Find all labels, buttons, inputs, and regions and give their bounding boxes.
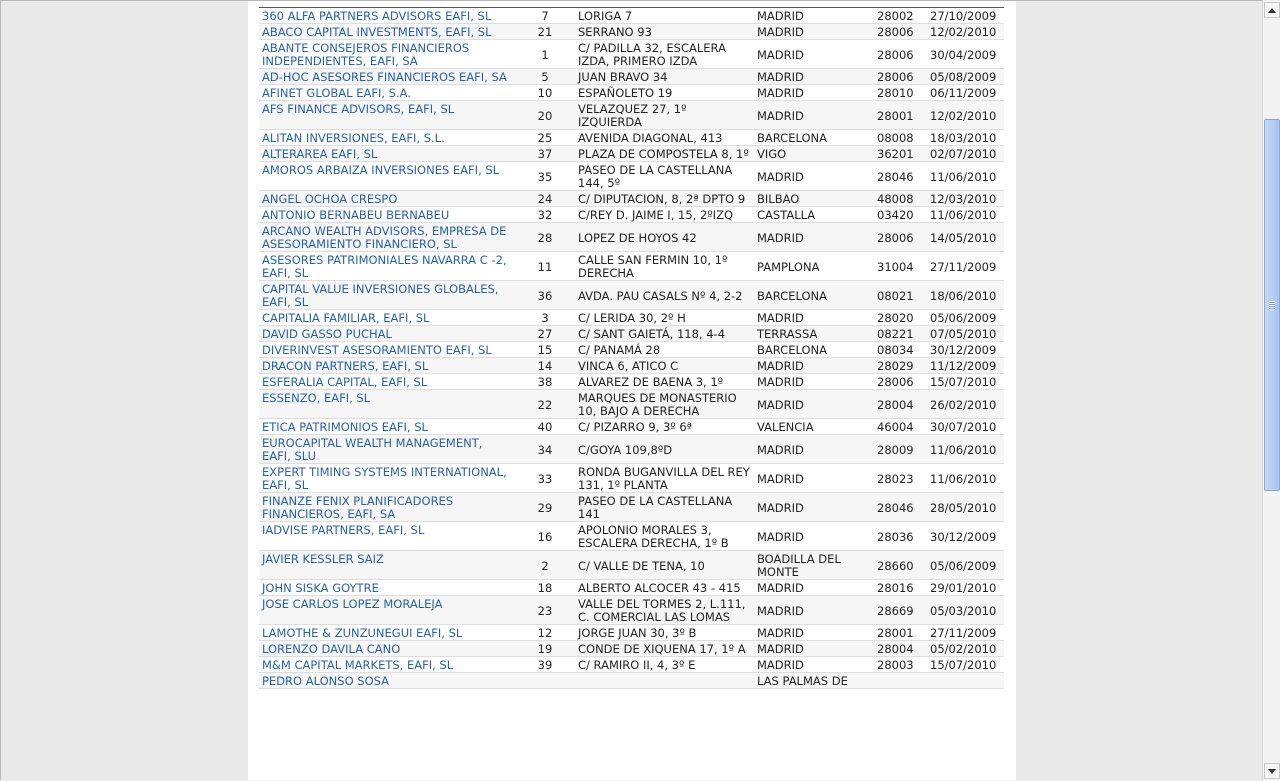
registration-date-cell: 02/07/2010 <box>927 146 1004 162</box>
table-row <box>259 358 1004 374</box>
registry-number: 32 <box>515 207 575 223</box>
address-cell: C/ LERIDA 30, 2º H <box>575 310 754 326</box>
table-row <box>259 464 1004 493</box>
registry-number: 36 <box>515 281 575 310</box>
postal-code-cell: 28009 <box>859 435 927 464</box>
postal-code-cell: 28003 <box>859 657 927 673</box>
registry-number: 24 <box>515 191 575 207</box>
city-cell: LAS PALMAS DE <box>754 673 859 689</box>
table-row <box>259 310 1004 326</box>
city-cell: MADRID <box>754 580 859 596</box>
registration-date-cell: 18/06/2010 <box>927 281 1004 310</box>
postal-code-cell: 08221 <box>859 326 927 342</box>
postal-code-cell: 28001 <box>859 101 927 130</box>
address-cell: C/GOYA 109,8ºD <box>575 435 754 464</box>
registration-date-cell: 27/11/2009 <box>927 252 1004 281</box>
registration-date-cell: 12/02/2010 <box>927 24 1004 40</box>
postal-code-cell: 28046 <box>859 162 927 191</box>
city-cell: BOADILLA DEL MONTE <box>754 551 859 580</box>
registration-date-cell: 11/06/2010 <box>927 435 1004 464</box>
postal-code-cell: 28006 <box>859 40 927 69</box>
firm-name-link[interactable]: AMOROS ARBAIZA INVERSIONES EAFI, SL <box>259 162 515 191</box>
firm-name-link[interactable]: ESFERALIA CAPITAL, EAFI, SL <box>259 374 515 390</box>
table-row <box>259 326 1004 342</box>
table-row <box>259 252 1004 281</box>
postal-code-cell: 46004 <box>859 419 927 435</box>
address-cell: JUAN BRAVO 34 <box>575 69 754 85</box>
registration-date-cell: 12/03/2010 <box>927 191 1004 207</box>
registry-number: 19 <box>515 641 575 657</box>
vertical-scrollbar[interactable] <box>1262 0 1280 781</box>
firm-name-link[interactable]: AFINET GLOBAL EAFI, S.A. <box>259 85 515 101</box>
registration-date-cell: 30/07/2010 <box>927 419 1004 435</box>
city-cell: VIGO <box>754 146 859 162</box>
city-cell: MADRID <box>754 464 859 493</box>
registration-date-cell: 05/06/2009 <box>927 551 1004 580</box>
firm-name-link[interactable]: ABANTE CONSEJEROS FINANCIEROS INDEPENDIENTES, EAFI, SA <box>259 40 515 69</box>
registration-date-cell: 15/07/2010 <box>927 657 1004 673</box>
firm-name-link[interactable]: AD-HOC ASESORES FINANCIEROS EAFI, SA <box>259 69 515 85</box>
table-row <box>259 8 1004 24</box>
firm-name-link[interactable]: PEDRO ALONSO SOSA <box>259 673 515 689</box>
postal-code-cell: 28036 <box>859 522 927 551</box>
city-cell: MADRID <box>754 522 859 551</box>
city-cell: MADRID <box>754 596 859 625</box>
city-cell: MADRID <box>754 24 859 40</box>
firm-name-link[interactable]: JOSE CARLOS LOPEZ MORALEJA <box>259 596 515 625</box>
registry-number: 27 <box>515 326 575 342</box>
postal-code-cell: 08008 <box>859 130 927 146</box>
firm-name-link[interactable]: ABACO CAPITAL INVESTMENTS, EAFI, SL <box>259 24 515 40</box>
firm-name-link[interactable]: FINANZE FENIX PLANIFICADORES FINANCIEROS, EAFI, SA <box>259 493 515 522</box>
registration-date-cell: 26/02/2010 <box>927 390 1004 419</box>
firm-name-link[interactable]: M&M CAPITAL MARKETS, EAFI, SL <box>259 657 515 673</box>
address-cell: ALBERTO ALCOCER 43 - 415 <box>575 580 754 596</box>
table-row <box>259 342 1004 358</box>
registry-number: 7 <box>515 8 575 24</box>
firm-name-link[interactable]: IADVISE PARTNERS, EAFI, SL <box>259 522 515 551</box>
address-cell: C/ PANAMÁ 28 <box>575 342 754 358</box>
address-cell: C/REY D. JAIME I, 15, 2ºIZQ <box>575 207 754 223</box>
registration-date-cell: 05/06/2009 <box>927 310 1004 326</box>
city-cell: MADRID <box>754 223 859 252</box>
firm-name-link[interactable]: ALTERAREA EAFI, SL <box>259 146 515 162</box>
firm-name-link[interactable]: DAVID GASSO PUCHAL <box>259 326 515 342</box>
scroll-down-button[interactable] <box>1264 763 1280 779</box>
address-cell: C/ VALLE DE TENA, 10 <box>575 551 754 580</box>
firm-name-link[interactable]: ANGEL OCHOA CRESPO <box>259 191 515 207</box>
address-cell: CALLE SAN FERMIN 10, 1º DERECHA <box>575 252 754 281</box>
address-cell: VELAZQUEZ 27, 1º IZQUIERDA <box>575 101 754 130</box>
registration-date-cell: 05/03/2010 <box>927 596 1004 625</box>
table-row <box>259 522 1004 551</box>
registration-date-cell: 15/07/2010 <box>927 374 1004 390</box>
city-cell: BILBAO <box>754 191 859 207</box>
postal-code-cell: 28004 <box>859 641 927 657</box>
registration-date-cell: 05/02/2010 <box>927 641 1004 657</box>
firm-name-link[interactable]: ASESORES PATRIMONIALES NAVARRA C -2, EAFI, SL <box>259 252 515 281</box>
firm-name-link[interactable]: ARCANO WEALTH ADVISORS, EMPRESA DE ASESORAMIENTO FINANCIERO, SL <box>259 223 515 252</box>
postal-code-cell: 28660 <box>859 551 927 580</box>
firm-name-link[interactable]: ALITAN INVERSIONES, EAFI, S.L. <box>259 130 515 146</box>
firm-name-link[interactable]: DIVERINVEST ASESORAMIENTO EAFI, SL <box>259 342 515 358</box>
postal-code-cell: 48008 <box>859 191 927 207</box>
postal-code-cell: 28006 <box>859 223 927 252</box>
address-cell: AVDA. PAU CASALS Nº 4, 2-2 <box>575 281 754 310</box>
registration-date-cell <box>927 673 1004 689</box>
registry-number: 35 <box>515 162 575 191</box>
registry-number: 18 <box>515 580 575 596</box>
city-cell: MADRID <box>754 69 859 85</box>
city-cell: BARCELONA <box>754 130 859 146</box>
address-cell: CONDE DE XIQUENA 17, 1º A <box>575 641 754 657</box>
address-cell: RONDA BUGANVILLA DEL REY 131, 1º PLANTA <box>575 464 754 493</box>
table-row <box>259 281 1004 310</box>
arrow-up-icon <box>1268 8 1276 13</box>
registration-date-cell: 30/04/2009 <box>927 40 1004 69</box>
scroll-up-button[interactable] <box>1264 2 1280 18</box>
registry-number: 39 <box>515 657 575 673</box>
city-cell: BARCELONA <box>754 342 859 358</box>
registry-number: 11 <box>515 252 575 281</box>
city-cell: PAMPLONA <box>754 252 859 281</box>
registry-number: 1 <box>515 40 575 69</box>
registration-date-cell: 14/05/2010 <box>927 223 1004 252</box>
table-row <box>259 85 1004 101</box>
address-cell: AVENIDA DIAGONAL, 413 <box>575 130 754 146</box>
city-cell: MADRID <box>754 358 859 374</box>
table-row <box>259 596 1004 625</box>
postal-code-cell: 28001 <box>859 625 927 641</box>
registry-number: 28 <box>515 223 575 252</box>
city-cell: MADRID <box>754 85 859 101</box>
city-cell: MADRID <box>754 40 859 69</box>
firm-name-link[interactable]: EUROCAPITAL WEALTH MANAGEMENT, EAFI, SLU <box>259 435 515 464</box>
registry-number: 15 <box>515 342 575 358</box>
table-row <box>259 419 1004 435</box>
registry-number: 34 <box>515 435 575 464</box>
registration-date-cell: 30/12/2009 <box>927 342 1004 358</box>
registration-date-cell: 27/11/2009 <box>927 625 1004 641</box>
registry-number: 23 <box>515 596 575 625</box>
table-row <box>259 130 1004 146</box>
firm-name-link[interactable]: JOHN SISKA GOYTRE <box>259 580 515 596</box>
postal-code-cell: 08034 <box>859 342 927 358</box>
registry-number: 5 <box>515 69 575 85</box>
postal-code-cell: 28006 <box>859 24 927 40</box>
address-cell: C/ DIPUTACION, 8, 2ª DPTO 9 <box>575 191 754 207</box>
address-cell: ESPAÑOLETO 19 <box>575 85 754 101</box>
registration-date-cell: 11/06/2010 <box>927 464 1004 493</box>
firm-name-link[interactable]: EXPERT TIMING SYSTEMS INTERNATIONAL, EAFI, SL <box>259 464 515 493</box>
registry-number: 29 <box>515 493 575 522</box>
address-cell: PASEO DE LA CASTELLANA 144, 5º <box>575 162 754 191</box>
firm-name-link[interactable]: AFS FINANCE ADVISORS, EAFI, SL <box>259 101 515 130</box>
postal-code-cell: 08021 <box>859 281 927 310</box>
registration-date-cell: 11/12/2009 <box>927 358 1004 374</box>
postal-code-cell <box>859 673 927 689</box>
table-row <box>259 101 1004 130</box>
city-cell: MADRID <box>754 8 859 24</box>
table-row <box>259 580 1004 596</box>
registry-number: 25 <box>515 130 575 146</box>
firm-name-link[interactable]: 360 ALFA PARTNERS ADVISORS EAFI, SL <box>259 8 515 24</box>
city-cell: MADRID <box>754 625 859 641</box>
registry-number: 38 <box>515 374 575 390</box>
address-cell: C/ PIZARRO 9, 3º 6ª <box>575 419 754 435</box>
address-cell <box>575 673 754 689</box>
city-cell: MADRID <box>754 162 859 191</box>
table-row <box>259 40 1004 69</box>
registry-number: 2 <box>515 551 575 580</box>
address-cell: PASEO DE LA CASTELLANA 141 <box>575 493 754 522</box>
table-row <box>259 24 1004 40</box>
firm-name-link[interactable]: JAVIER KESSLER SAIZ <box>259 551 515 580</box>
postal-code-cell: 28020 <box>859 310 927 326</box>
postal-code-cell: 31004 <box>859 252 927 281</box>
registration-date-cell: 30/12/2009 <box>927 522 1004 551</box>
table-row <box>259 673 1004 689</box>
address-cell: C/ PADILLA 32, ESCALERA IZDA, PRIMERO IZDA <box>575 40 754 69</box>
city-cell: MADRID <box>754 657 859 673</box>
postal-code-cell: 03420 <box>859 207 927 223</box>
firm-name-link[interactable]: ETICA PATRIMONIOS EAFI, SL <box>259 419 515 435</box>
registry-number: 22 <box>515 390 575 419</box>
address-cell: PLAZA DE COMPOSTELA 8, 1º <box>575 146 754 162</box>
registration-date-cell: 06/11/2009 <box>927 85 1004 101</box>
table-row <box>259 435 1004 464</box>
registration-date-cell: 07/05/2010 <box>927 326 1004 342</box>
city-cell: MADRID <box>754 390 859 419</box>
table-row <box>259 191 1004 207</box>
registry-number: 37 <box>515 146 575 162</box>
table-row <box>259 146 1004 162</box>
address-cell: VALLE DEL TORMES 2, L.111, C. COMERCIAL LAS LOMAS <box>575 596 754 625</box>
postal-code-cell: 28046 <box>859 493 927 522</box>
registration-date-cell: 11/06/2010 <box>927 207 1004 223</box>
table-row <box>259 657 1004 673</box>
postal-code-cell: 36201 <box>859 146 927 162</box>
registration-date-cell: 12/02/2010 <box>927 101 1004 130</box>
postal-code-cell: 28002 <box>859 8 927 24</box>
postal-code-cell: 28029 <box>859 358 927 374</box>
registry-number: 14 <box>515 358 575 374</box>
registration-date-cell: 05/08/2009 <box>927 69 1004 85</box>
table-row <box>259 69 1004 85</box>
city-cell: MADRID <box>754 493 859 522</box>
registration-date-cell: 28/05/2010 <box>927 493 1004 522</box>
address-cell: VINCA 6, ATICO C <box>575 358 754 374</box>
postal-code-cell: 28016 <box>859 580 927 596</box>
city-cell: CASTALLA <box>754 207 859 223</box>
firm-name-link[interactable]: ESSENZO, EAFI, SL <box>259 390 515 419</box>
city-cell: MADRID <box>754 641 859 657</box>
city-cell: MADRID <box>754 310 859 326</box>
firm-name-link[interactable]: ANTONIO BERNABEU BERNABEU <box>259 207 515 223</box>
firm-name-link[interactable]: LAMOTHE & ZUNZUNEGUI EAFI, SL <box>259 625 515 641</box>
firm-name-link[interactable]: CAPITALIA FAMILIAR, EAFI, SL <box>259 310 515 326</box>
postal-code-cell: 28004 <box>859 390 927 419</box>
firm-name-link[interactable]: LORENZO DAVILA CANO <box>259 641 515 657</box>
city-cell: VALENCIA <box>754 419 859 435</box>
address-cell: LORIGA 7 <box>575 8 754 24</box>
address-cell: C/ SANT GAIETÁ, 118, 4-4 <box>575 326 754 342</box>
address-cell: SERRANO 93 <box>575 24 754 40</box>
registration-date-cell: 18/03/2010 <box>927 130 1004 146</box>
city-cell: BARCELONA <box>754 281 859 310</box>
registry-number: 40 <box>515 419 575 435</box>
table-row <box>259 641 1004 657</box>
address-cell: C/ RAMIRO II, 4, 3º E <box>575 657 754 673</box>
address-cell: APOLONIO MORALES 3, ESCALERA DERECHA, 1º B <box>575 522 754 551</box>
grip-icon <box>1269 301 1275 310</box>
city-cell: MADRID <box>754 435 859 464</box>
postal-code-cell: 28006 <box>859 69 927 85</box>
registry-number: 3 <box>515 310 575 326</box>
table-row <box>259 207 1004 223</box>
registry-number: 21 <box>515 24 575 40</box>
eafi-registry-table <box>259 8 1004 689</box>
city-cell: MADRID <box>754 374 859 390</box>
postal-code-cell: 28669 <box>859 596 927 625</box>
table-row <box>259 162 1004 191</box>
registration-date-cell: 29/01/2010 <box>927 580 1004 596</box>
table-row <box>259 551 1004 580</box>
postal-code-cell: 28023 <box>859 464 927 493</box>
address-cell: JORGE JUAN 30, 3º B <box>575 625 754 641</box>
table-row <box>259 374 1004 390</box>
table-row <box>259 390 1004 419</box>
address-cell: ALVAREZ DE BAENA 3, 1º <box>575 374 754 390</box>
firm-name-link[interactable]: DRACON PARTNERS, EAFI, SL <box>259 358 515 374</box>
registry-number: 33 <box>515 464 575 493</box>
postal-code-cell: 28010 <box>859 85 927 101</box>
scroll-thumb[interactable] <box>1264 119 1280 491</box>
table-row <box>259 223 1004 252</box>
postal-code-cell: 28006 <box>859 374 927 390</box>
registry-number: 10 <box>515 85 575 101</box>
city-cell: MADRID <box>754 101 859 130</box>
registration-date-cell: 11/06/2010 <box>927 162 1004 191</box>
city-cell: TERRASSA <box>754 326 859 342</box>
arrow-down-icon <box>1268 769 1276 774</box>
registration-date-cell: 27/10/2009 <box>927 8 1004 24</box>
address-cell: LOPEZ DE HOYOS 42 <box>575 223 754 252</box>
registry-number: 12 <box>515 625 575 641</box>
registry-number <box>515 673 575 689</box>
table-row <box>259 625 1004 641</box>
registry-number: 20 <box>515 101 575 130</box>
firm-name-link[interactable]: CAPITAL VALUE INVERSIONES GLOBALES, EAFI, SL <box>259 281 515 310</box>
registry-number: 16 <box>515 522 575 551</box>
table-row <box>259 493 1004 522</box>
address-cell: MARQUES DE MONASTERIO 10, BAJO A DERECHA <box>575 390 754 419</box>
